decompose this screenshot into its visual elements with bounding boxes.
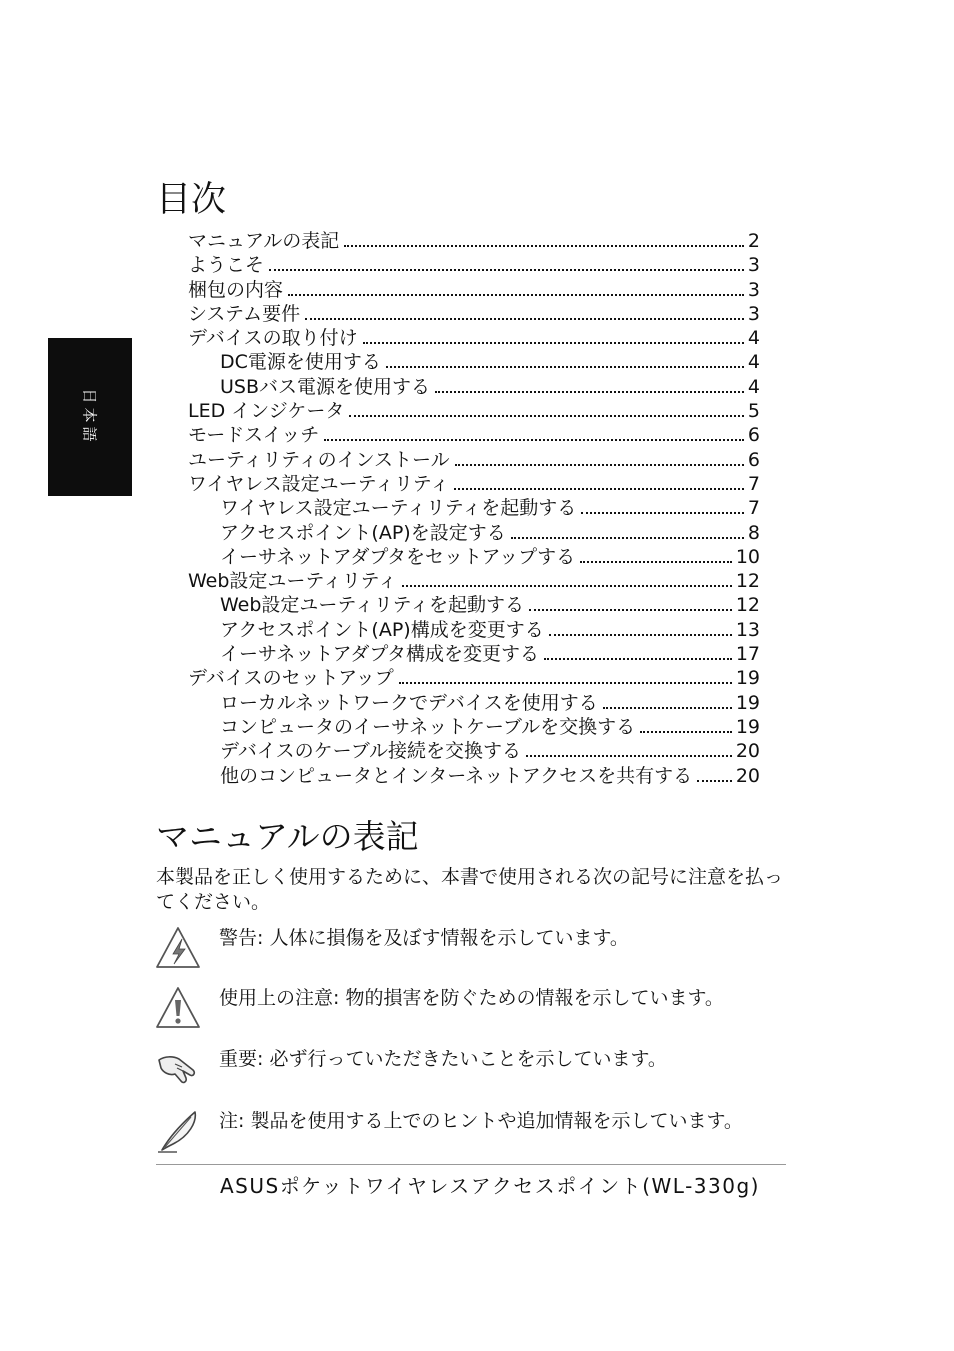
toc-entry (188, 350, 760, 374)
toc-entry-title: イーサネットアダプタをセットアップする (220, 545, 576, 568)
toc-leader-dots (455, 464, 744, 466)
toc-entry (188, 642, 760, 666)
toc-entry (188, 278, 760, 302)
toc-entry-page: 6 (747, 424, 760, 447)
toc-leader-dots (511, 537, 744, 539)
note-text: 重要: 必ず行っていただきたいことを示しています。 (219, 1048, 667, 1070)
toc-entry-page: 7 (747, 497, 760, 520)
toc-entry-page: 12 (735, 594, 760, 617)
toc-entry-page: 7 (747, 472, 760, 495)
toc-entry-page: 6 (747, 448, 760, 471)
toc-entry-page: 19 (735, 715, 760, 738)
section-title: マニュアルの表記 (156, 817, 419, 856)
toc-entry-page: 4 (747, 375, 760, 398)
toc-entry (188, 715, 760, 739)
toc-leader-dots (363, 342, 744, 344)
toc-entry-page: 19 (735, 691, 760, 714)
toc-entry-page: 5 (747, 400, 760, 423)
toc-entry-page: 3 (747, 278, 760, 301)
toc-entry-title: ようこそ (188, 254, 265, 277)
language-tab-label: 日本語 (80, 388, 99, 446)
toc-leader-dots (581, 512, 744, 514)
toc-leader-dots (435, 391, 744, 393)
toc-entry-page: 20 (735, 764, 760, 787)
toc-entry-page: 17 (735, 643, 760, 666)
toc-entry (188, 593, 760, 617)
warning-lightning-icon (155, 925, 201, 971)
toc-entry (188, 545, 760, 569)
toc-entry-page: 20 (735, 740, 760, 763)
toc-entry-title: システム要件 (188, 302, 301, 325)
toc-entry (188, 691, 760, 715)
toc-entry (188, 302, 760, 326)
toc-entry-title: 梱包の内容 (188, 278, 284, 301)
toc-leader-dots (324, 439, 744, 441)
toc-entry-title: ワイヤレス設定ユーティリティを起動する (220, 497, 577, 520)
language-tab (48, 338, 132, 496)
toc-entry-page: 10 (735, 545, 760, 568)
note-info (155, 1108, 775, 1158)
toc-leader-dots (288, 294, 744, 296)
feather-pen-icon (155, 1108, 201, 1154)
toc-leader-dots (580, 561, 732, 563)
toc-entry-page: 3 (747, 302, 760, 325)
toc-entry-title: デバイスのケーブル接続を交換する (220, 740, 521, 763)
toc-entry (188, 569, 760, 593)
toc-entry-title: LED インジケータ (188, 400, 345, 423)
table-of-contents (188, 229, 760, 788)
note-important (155, 1046, 775, 1096)
toc-leader-dots (603, 707, 732, 709)
toc-leader-dots (526, 755, 732, 757)
toc-entry-page: 13 (735, 618, 760, 641)
toc-entry (188, 739, 760, 763)
toc-leader-dots (399, 682, 732, 684)
pointing-hand-icon (155, 1046, 201, 1092)
toc-entry (188, 423, 760, 447)
note-caution (155, 985, 775, 1035)
toc-entry-title: USBバス電源を使用する (220, 375, 431, 398)
toc-leader-dots (386, 366, 744, 368)
note-text: 使用上の注意: 物的損害を防ぐための情報を示しています。 (219, 987, 724, 1009)
toc-entry (188, 496, 760, 520)
toc-entry (188, 229, 760, 253)
toc-entry (188, 764, 760, 788)
toc-title: 目次 (156, 180, 227, 220)
toc-entry-page: 12 (735, 570, 760, 593)
toc-entry-title: アクセスポイント(AP)構成を変更する (220, 618, 544, 641)
toc-entry (188, 253, 760, 277)
toc-entry-page: 3 (747, 254, 760, 277)
toc-entry (188, 326, 760, 350)
toc-entry (188, 666, 760, 690)
note-warning (155, 925, 775, 975)
toc-entry (188, 399, 760, 423)
toc-entry (188, 521, 760, 545)
toc-entry-title: Web設定ユーティリティを起動する (220, 594, 525, 617)
caution-exclamation-icon (155, 985, 201, 1031)
toc-entry-title: イーサネットアダプタ構成を変更する (220, 643, 540, 666)
toc-entry-title: ユーティリティのインストール (188, 448, 450, 471)
toc-leader-dots (454, 488, 744, 490)
toc-entry-title: コンピュータのイーサネットケーブルを交換する (220, 715, 636, 738)
toc-leader-dots (269, 269, 744, 271)
toc-entry-title: マニュアルの表記 (188, 230, 340, 252)
toc-entry (188, 375, 760, 399)
toc-leader-dots (549, 634, 732, 636)
toc-leader-dots (697, 780, 732, 782)
toc-leader-dots (305, 318, 744, 320)
toc-entry-title: ローカルネットワークでデバイスを使用する (220, 691, 598, 714)
toc-entry (188, 472, 760, 496)
toc-entry (188, 618, 760, 642)
toc-leader-dots (640, 731, 732, 733)
toc-entry-page: 8 (747, 521, 760, 544)
intro-paragraph: 本製品を正しく使用するために、本書で使用される次の記号に注意を払ってください。 (156, 866, 784, 913)
note-text: 注: 製品を使用する上でのヒントや追加情報を示しています。 (219, 1110, 743, 1132)
toc-entry-title: アクセスポイント(AP)を設定する (220, 521, 506, 544)
toc-leader-dots (402, 585, 732, 587)
toc-leader-dots (544, 658, 732, 660)
toc-entry-page: 2 (747, 230, 760, 252)
note-text: 警告: 人体に損傷を及ぼす情報を示しています。 (219, 927, 629, 949)
footer-product-name: ASUSポケットワイヤレスアクセスポイント(WL-330g) (220, 1174, 760, 1198)
toc-leader-dots (349, 415, 744, 417)
toc-entry-title: 他のコンピュータとインターネットアクセスを共有する (220, 764, 693, 787)
toc-entry-title: ワイヤレス設定ユーティリティ (188, 472, 450, 495)
toc-leader-dots (344, 245, 744, 247)
toc-entry (188, 448, 760, 472)
toc-entry-title: デバイスの取り付け (188, 327, 358, 350)
toc-entry-title: デバイスのセットアップ (188, 667, 394, 690)
toc-entry-page: 4 (747, 327, 760, 350)
toc-entry-page: 19 (735, 667, 760, 690)
toc-leader-dots (529, 609, 732, 611)
toc-entry-title: Web設定ユーティリティ (188, 570, 398, 593)
toc-entry-title: DC電源を使用する (220, 351, 381, 374)
toc-entry-page: 4 (747, 351, 760, 374)
toc-entry-title: モードスイッチ (188, 424, 320, 447)
footer-rule (156, 1164, 786, 1165)
